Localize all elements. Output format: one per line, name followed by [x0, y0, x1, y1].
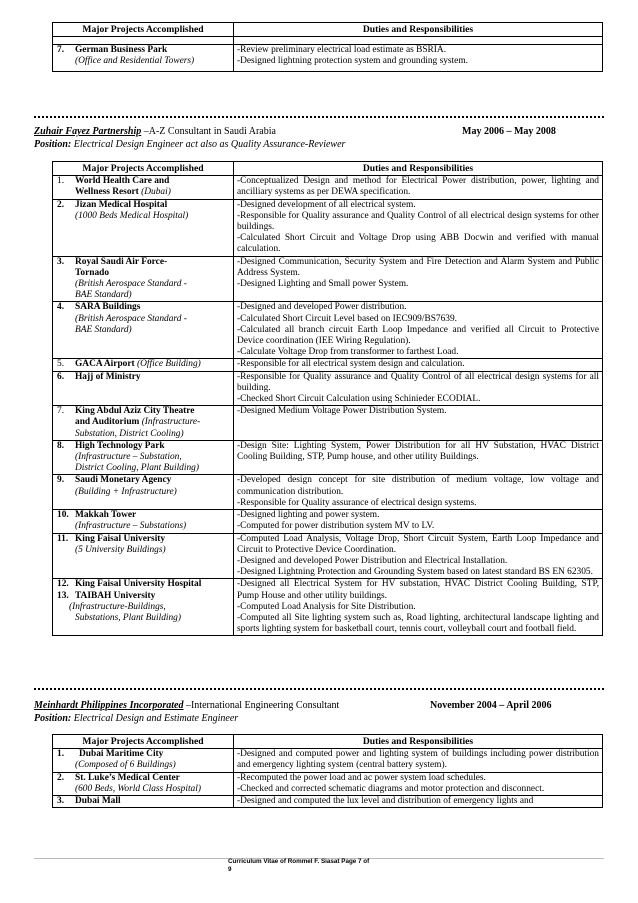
project-number: 1. [57, 749, 65, 760]
duties-cell: -Responsible for Quality assurance and Quality Control of all electrical design systems for all building. -Checked Short Circuit Calculation using Schinieder ECODIAL. [234, 371, 603, 406]
employer-line [34, 700, 339, 712]
table-row [53, 371, 603, 406]
project-name: St. Luke’s Medical Center [75, 772, 180, 783]
projects-table-2 [52, 161, 603, 636]
project-name: Makkah Tower [75, 510, 137, 521]
duties-cell: -Conceptualized Design and method for Electrical Power distribution, power, lighting and ancilliary systems as per DEWA specification. [234, 176, 603, 199]
table-row [53, 510, 603, 533]
project-subtitle: (5 University Buildings) [75, 544, 166, 555]
position-line [34, 713, 238, 725]
project-name-cont: Wellness Resort [75, 187, 139, 198]
project-cell [53, 371, 234, 406]
duties-cell: -Review preliminary electrical load estimate as BSRIA. -Designed lightning protection system and grounding system. [234, 45, 603, 71]
project-name: Saudi Monetary Agency [75, 475, 172, 486]
project-name: King Faisal University [75, 533, 166, 544]
project-cell [53, 749, 234, 772]
project-number: 5. [57, 359, 65, 370]
position-text: Electrical Design and Estimate Engineer [71, 713, 239, 724]
project-number: 1. [57, 176, 65, 187]
duties-cell: -Designed all Electrical System for HV substation, HVAC District Cooling Building, STP, Pump House and other utility buildings. -Computed Load Analysis for Site Distribution. -Computed all Site lighting system such as, Road lighting, architectural landscape lighting and sports lighting system for basketball court, tennis court, volleyball court and football field. [234, 579, 603, 636]
duties-cell: -Designed and computed the lux level and distribution of emergency lights and [234, 796, 603, 808]
employment-dates: May 2006 – May 2008 [462, 126, 556, 137]
duties-cell: -Recomputed the power load and ac power system load schedules. -Checked and corrected schematic diagrams and motor protection and disconnect. [234, 772, 603, 795]
project-name: TAIBAH University [75, 590, 156, 601]
table-header-row [53, 735, 603, 749]
project-name: King Faisal University Hospital [75, 579, 202, 590]
project-cell [53, 533, 234, 579]
page-footer [228, 858, 388, 874]
project-cell [53, 796, 234, 808]
project-number: 4. [57, 302, 65, 313]
table-row [53, 302, 603, 359]
col-header-projects: Major Projects Accomplished [53, 23, 234, 37]
col-header-projects: Major Projects Accomplished [53, 735, 234, 749]
project-cell [53, 302, 234, 359]
project-subtitle: (Office and Residential Towers) [75, 56, 195, 67]
project-number: 7. [57, 406, 65, 417]
project-subtitle: (Office Building) [136, 359, 201, 370]
duties-cell: -Designed Medium Voltage Power Distribution System. [234, 406, 603, 441]
table-header-row [53, 162, 603, 176]
table-row [53, 533, 603, 579]
table-row [53, 475, 603, 510]
duties-cell: -Computed Load Analysis, Voltage Drop, Short Circuit System, Earth Loop Impedance and Circuit to Protective Device Coordination. -Designed and developed Power Distribution and Electrical Installation. -Designed Lightning Protection and Grounding System based on latest standard BS EN 62305. [234, 533, 603, 579]
table-row [53, 176, 603, 199]
duties-cell: -Designed and computed power and lighting system of buildings including power distribution and emergency lighting system (central battery system). [234, 749, 603, 772]
employment-dates: November 2004 – April 2006 [430, 700, 552, 711]
project-subtitle-cont: BAE Standard) [75, 324, 132, 335]
project-cell [53, 510, 234, 533]
project-name: SARA Buildings [75, 302, 141, 313]
project-subtitle: (British Aerospace Standard - [75, 313, 187, 324]
table-row [53, 199, 603, 256]
section-divider [34, 688, 604, 690]
project-name-cont: and Auditorium [75, 417, 140, 428]
project-subtitle: (Infrastructure-Buildings, [69, 601, 166, 612]
position-label: Position: [34, 139, 72, 150]
table-row [53, 256, 603, 302]
project-number: 12. [57, 579, 69, 590]
project-number: 3. [57, 796, 65, 807]
footer-text-cont: 9 [228, 866, 232, 873]
col-header-duties: Duties and Responsibilities [234, 23, 603, 37]
duties-cell: -Designed and developed Power distribution. -Calculated Short Circuit Level based on IEC909/BS7639. -Calculated all branch circuit Earth Loop Impedance and verified all Circuit to Protective Device coordination (IEE Wiring Regulation). -Calculate Voltage Drop from transformer to farthest Load. [234, 302, 603, 359]
table-row [53, 772, 603, 795]
projects-table-3 [52, 734, 603, 808]
employer-name: Meinhardt Philippines Incorporated [34, 700, 184, 711]
project-number: 10. [57, 510, 69, 521]
project-name: High Technology Park [75, 440, 165, 451]
duties-cell: -Designed development of all electrical system. -Responsible for Quality assurance and Quality Control of all electrical design systems for other buildings. -Calculated Short Circuit and Voltage Drop using ABB Docwin and verified with manual calculation. [234, 199, 603, 256]
employer-line [34, 126, 276, 138]
project-subtitle: (Dubai) [141, 187, 171, 198]
section-divider [34, 116, 604, 118]
project-cell [53, 359, 234, 371]
project-subtitle: (600 Beds, World Class Hospital) [75, 783, 201, 794]
project-subtitle: (Infrastructure – Substation, [75, 452, 182, 463]
col-header-duties: Duties and Responsibilities [234, 735, 603, 749]
project-subtitle-cont: Substations, Plant Building) [75, 612, 181, 623]
project-subtitle-cont: Substation, District Cooling) [75, 428, 184, 439]
project-subtitle: (Infrastructure – Substations) [75, 521, 187, 532]
project-cell [53, 406, 234, 441]
project-cell [53, 579, 234, 636]
duties-cell: -Designed lighting and power system. -Computed for power distribution system MV to LV. [234, 510, 603, 533]
project-name: King Abdul Aziz City Theatre [75, 406, 195, 417]
employer-name: Zuhair Fayez Partnership [34, 126, 142, 137]
table-header-row [53, 23, 603, 37]
project-number: 2. [57, 772, 65, 783]
position-text: Electrical Design Engineer act also as Quality Assurance-Reviewer [71, 139, 346, 150]
col-header-projects: Major Projects Accomplished [53, 162, 234, 176]
project-subtitle-cont: District Cooling, Plant Building) [75, 463, 199, 474]
footer-text: Curriculum Vitae of Rommel F. Siasat Page 7 of [228, 858, 370, 865]
project-name: World Health Care and [75, 176, 170, 187]
project-subtitle: (Building + Infrastructure) [75, 486, 177, 497]
table-row [53, 45, 603, 71]
project-subtitle: (British Aerospace Standard - [75, 279, 187, 290]
duties-cell: -Developed design concept for site distribution of medium voltage, low voltage and communication distribution. -Responsible for Quality assurance of electrical design systems. [234, 475, 603, 510]
project-cell [53, 475, 234, 510]
table-row [53, 579, 603, 636]
project-name-cont: Tornado [75, 267, 110, 278]
project-number: 2. [57, 199, 65, 210]
duties-cell: -Designed Communication, Security System and Fire Detection and Alarm System and Public Address System. -Designed Lighting and Small power System. [234, 256, 603, 302]
project-number: 11. [57, 533, 69, 544]
project-subtitle: (Composed of 6 Buildings) [75, 760, 176, 771]
project-name: Dubai Mall [75, 796, 121, 807]
project-name: Dubai Maritime City [79, 749, 164, 760]
project-name: Jizan Medical Hospital [75, 199, 168, 210]
table-row [53, 796, 603, 808]
project-cell [53, 176, 234, 199]
project-cell [53, 440, 234, 475]
employer-desc: –A-Z Consultant in Saudi Arabia [141, 126, 276, 137]
col-header-duties: Duties and Responsibilities [234, 162, 603, 176]
project-subtitle: (1000 Beds Medical Hospital) [75, 210, 189, 221]
project-number: 3. [57, 256, 65, 267]
project-subtitle-cont: BAE Standard) [75, 290, 132, 301]
project-number: 9. [57, 475, 65, 486]
table-spacer-row [53, 37, 603, 45]
project-name: Royal Saudi Air Force- [75, 256, 168, 267]
project-cell [53, 199, 234, 256]
project-number: 8. [57, 440, 65, 451]
duties-cell: -Responsible for all electrical system design and calculation. [234, 359, 603, 371]
project-number: 13. [57, 590, 69, 601]
project-cell [53, 256, 234, 302]
table-row [53, 406, 603, 441]
project-cell [53, 772, 234, 795]
project-name: German Business Park [75, 45, 168, 56]
table-row [53, 440, 603, 475]
table-row [53, 359, 603, 371]
position-line [34, 139, 345, 151]
project-number: 7. [57, 45, 65, 56]
project-number: 6. [57, 371, 65, 382]
project-name: Hajj of Ministry [75, 371, 141, 382]
position-label: Position: [34, 713, 72, 724]
project-name: GACA Airport [75, 359, 135, 370]
duties-cell: -Design Site: Lighting System, Power Distribution for all HV Substation, HVAC District Cooling Building, STP, Pump house, and other utility Buildings. [234, 440, 603, 475]
employer-desc: –International Engineering Consultant [183, 700, 340, 711]
table-row [53, 749, 603, 772]
project-subtitle: (Infrastructure- [141, 417, 201, 428]
projects-table-1 [52, 22, 603, 72]
project-cell [53, 45, 234, 71]
